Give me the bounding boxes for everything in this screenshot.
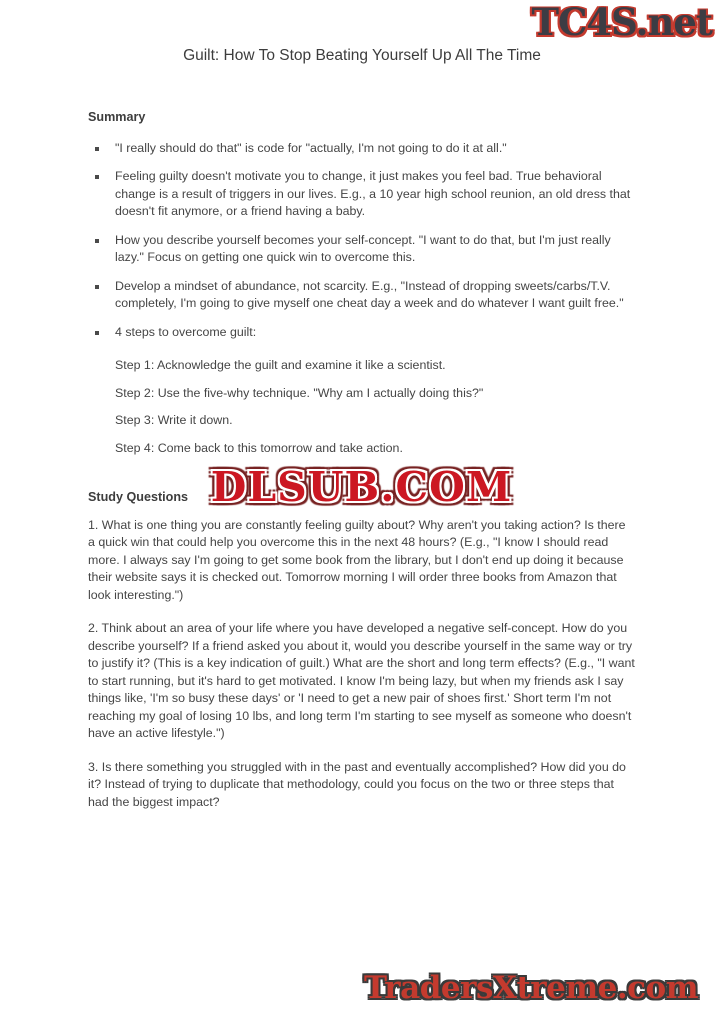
- list-item-text: Feeling guilty doesn't motivate you to change, it just makes you feel bad. True behavioral change is a result of triggers in our lives. E.g., a 10 year high school reunion, an old dress that doesn't fit anymore, or a friend having a baby.: [115, 169, 631, 218]
- bullet-icon: [88, 140, 115, 158]
- list-item-text: 4 steps to overcome guilt:: [115, 324, 257, 339]
- list-item: [88, 324, 635, 342]
- list-item-text: How you describe yourself becomes your self-concept. "I want to do that, but I'm just really lazy." Focus on getting one quick win to overcome this.: [115, 232, 611, 264]
- summary-heading: Summary: [88, 110, 146, 124]
- list-item: [88, 278, 635, 313]
- step-line: Step 1: Acknowledge the guilt and examine it like a scientist.: [115, 358, 446, 372]
- list-item: [88, 232, 635, 267]
- step-line: Step 2: Use the five-why technique. "Why am I actually doing this?": [115, 385, 484, 400]
- bullet-icon: [88, 232, 115, 267]
- page-title: Guilt: How To Stop Beating Yourself Up All The Time: [183, 47, 541, 64]
- question-paragraph: 3. Is there something you struggled with in the past and eventually accomplished? How did you do it? Instead of trying to duplicate that methodology, could you focus on the two or three steps that had the biggest impact?: [88, 759, 626, 809]
- bullet-icon: [88, 168, 115, 221]
- guilt-steps-list: [115, 357, 635, 457]
- list-item-text: Develop a mindset of abundance, not scarcity. E.g., "Instead of dropping sweets/carbs/T.V. completely, I'm going to give myself one cheat day a week and do whatever I want guilt free.": [115, 278, 624, 310]
- bullet-icon: [88, 324, 115, 342]
- tradersxtreme-site-logo[interactable]: TradersXtreme.com: [363, 970, 698, 1006]
- summary-list: [88, 140, 635, 342]
- tc4s-site-logo[interactable]: TC4S.net: [531, 0, 712, 44]
- document-body: [0, 109, 724, 811]
- step-line: Step 4: Come back to this tomorrow and take action.: [115, 440, 403, 455]
- list-item-text: "I really should do that" is code for "actually, I'm not going to do it at all.": [115, 140, 507, 155]
- question-paragraph: 1. What is one thing you are constantly feeling guilty about? Why aren't you taking action? Is there a quick win that could help you overcome this in the next 48 hours? (E.g., "I know I should read more. I always say I'm going to get some book from the library, but I don't end up doing it because their website says it is checked out. Tomorrow morning I will order three books from Amazon that look interesting."): [88, 517, 626, 602]
- step-line: Step 3: Write it down.: [115, 413, 233, 427]
- question-paragraph: 2. Think about an area of your life where you have developed a negative self-concept. How do you describe yourself? If a friend asked you about it, would you describe yourself in the same way or try to justify it? (This is a key indication of guilt.) What are the short and long term effects? (E.g., "I want to start running, but it's hard to get motivated. I know I'm being lazy, but when my friends ask I say things like, 'I'm so busy these days' or 'I need to get a new pair of shoes first.' Short term I'm not reaching my goal of losing 10 lbs, and long term I'm starting to see myself as someone who doesn't have an active lifestyle."): [88, 621, 635, 740]
- study-questions-heading: Study Questions: [88, 490, 189, 504]
- study-questions-body: [88, 517, 635, 812]
- list-item: [88, 140, 635, 158]
- list-item: [88, 168, 635, 221]
- bullet-icon: [88, 278, 115, 313]
- dlsub-watermark: DLSUB.COM: [210, 463, 513, 511]
